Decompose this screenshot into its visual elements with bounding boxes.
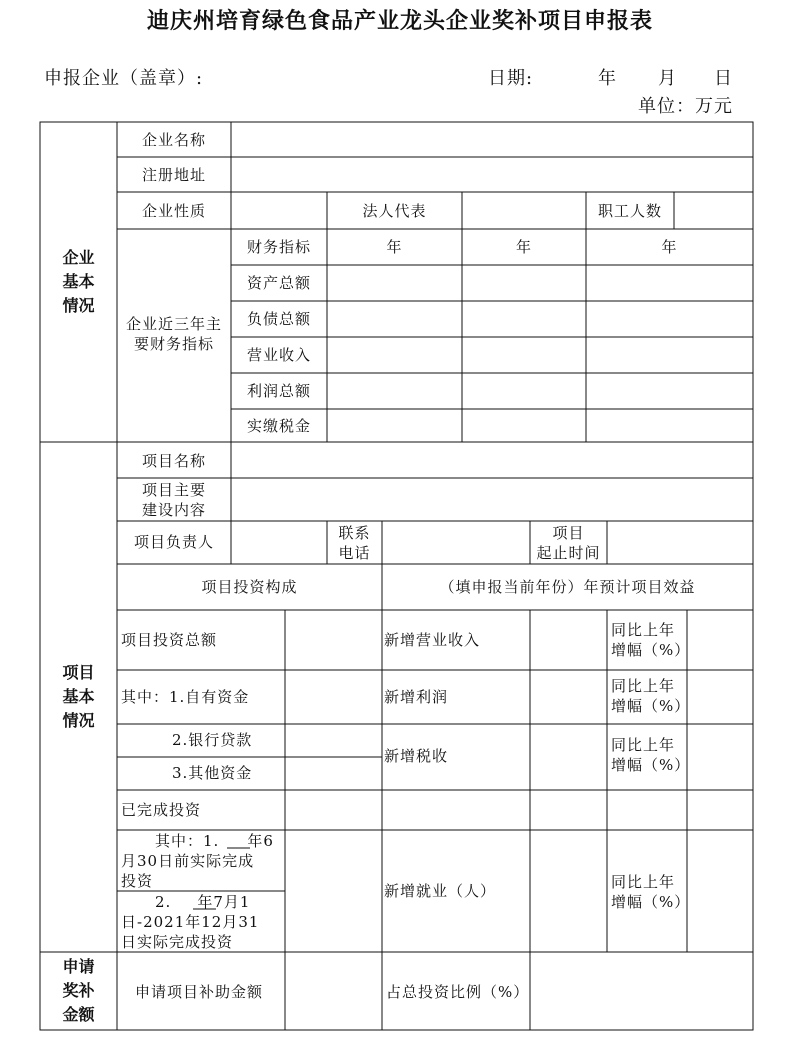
completed-part2-line: 日实际完成投资 xyxy=(121,933,234,951)
yoy-label xyxy=(611,735,690,775)
legal-rep-field[interactable] xyxy=(464,194,585,228)
project-content-line: 建设内容 xyxy=(141,501,206,519)
new-tax-label: 新增税收 xyxy=(384,747,449,765)
financial-group-label xyxy=(117,314,231,354)
period-field[interactable] xyxy=(609,523,752,563)
section-company-title xyxy=(40,246,117,318)
yoy-label-line: 同比上年 xyxy=(611,621,676,639)
new-profit-label: 新增利润 xyxy=(384,688,449,706)
yoy-label-line: 同比上年 xyxy=(611,873,676,891)
financial-group-line: 企业近三年主 xyxy=(125,315,222,333)
revenue-label: 营业收入 xyxy=(246,346,311,364)
section-title-line: 申请 xyxy=(62,957,95,976)
financial-group-line: 要财务指标 xyxy=(133,335,214,353)
date-year: 年 xyxy=(598,68,617,89)
completed-part2-prefix: 2. xyxy=(155,893,172,911)
total-profit-label: 利润总额 xyxy=(246,382,311,400)
staff-count-field[interactable] xyxy=(676,194,752,228)
yoy-label-line: 同比上年 xyxy=(611,677,676,695)
invest-ratio-label: 占总投资比例（%） xyxy=(386,983,530,1001)
yoy-label-line: 增幅（%） xyxy=(611,697,691,715)
yoy-label xyxy=(611,620,690,660)
project-content-line: 项目主要 xyxy=(141,481,206,499)
section-project-title xyxy=(40,661,117,733)
completed-part1-date: 年6 xyxy=(247,832,274,850)
form-title: 迪庆州培育绿色食品产业龙头企业奖补项目申报表 xyxy=(146,9,653,34)
invest-structure-header: 项目投资构成 xyxy=(201,578,298,596)
period-label-line: 项目 xyxy=(552,524,585,542)
phone-label-line: 联系 xyxy=(338,524,371,542)
reg-address-field[interactable] xyxy=(233,159,751,191)
company-type-field[interactable] xyxy=(233,194,326,228)
staff-count-label: 职工人数 xyxy=(597,202,662,220)
date-month: 月 xyxy=(658,68,677,89)
project-name-label: 项目名称 xyxy=(141,452,206,470)
company-name-field[interactable] xyxy=(233,124,751,156)
completed-part1-line xyxy=(121,831,274,851)
phone-label xyxy=(327,523,382,563)
phone-field[interactable] xyxy=(384,523,529,563)
date-label: 日期: xyxy=(488,68,534,89)
yoy-label-line: 增幅（%） xyxy=(611,756,691,774)
section-title-line: 情况 xyxy=(62,711,95,730)
project-content-label xyxy=(117,480,231,520)
project-content-field[interactable] xyxy=(233,480,751,520)
applicant-label: 申报企业（盖章）: xyxy=(44,68,204,89)
yoy-label-line: 增幅（%） xyxy=(611,641,691,659)
tax-paid-label: 实缴税金 xyxy=(246,417,311,435)
invest-ratio-field[interactable] xyxy=(532,954,752,1029)
section-title-line: 企业 xyxy=(62,248,95,267)
section-title-line: 奖补 xyxy=(62,981,95,1000)
completed-invest-label: 已完成投资 xyxy=(121,801,202,819)
self-funds-label: 其中：1.自有资金 xyxy=(121,688,250,706)
section-title-line: 金额 xyxy=(62,1005,95,1024)
year-2-label: 年 xyxy=(515,238,532,256)
phone-label-line: 电话 xyxy=(338,544,371,562)
completed-part2-label xyxy=(121,892,259,952)
year-1-label: 年 xyxy=(386,238,403,256)
fin-indicator-label: 财务指标 xyxy=(246,238,311,256)
section-title-line: 基本 xyxy=(62,687,95,706)
new-jobs-label: 新增就业（人） xyxy=(384,882,497,900)
yoy-label-line: 增幅（%） xyxy=(611,893,691,911)
subsidy-amount-label: 申请项目补助金额 xyxy=(135,983,264,1001)
benefit-header: （填申报当前年份）年预计项目效益 xyxy=(439,578,696,596)
section-title-line: 基本 xyxy=(62,272,95,291)
completed-part2-line: 日-2021年12月31 xyxy=(121,913,260,931)
subsidy-amount-field[interactable] xyxy=(287,954,381,1029)
legal-rep-label: 法人代表 xyxy=(362,202,427,220)
project-name-field[interactable] xyxy=(233,444,751,477)
completed-part1-label xyxy=(121,831,274,891)
reg-address-label: 注册地址 xyxy=(141,166,206,184)
manager-field[interactable] xyxy=(233,523,326,563)
period-label xyxy=(530,523,607,563)
total-assets-label: 资产总额 xyxy=(246,274,311,292)
section-title-line: 情况 xyxy=(62,296,95,315)
section-title-line: 项目 xyxy=(62,663,95,682)
company-type-label: 企业性质 xyxy=(141,202,206,220)
section-subsidy-title xyxy=(40,955,117,1027)
yoy-label xyxy=(611,872,690,912)
company-name-label: 企业名称 xyxy=(141,131,206,149)
completed-part2-date: 年7月1 xyxy=(197,893,251,911)
bank-loans-label: 2.银行贷款 xyxy=(172,731,253,749)
completed-part1-prefix: 其中：1. xyxy=(155,832,220,850)
completed-part2-line xyxy=(121,892,259,912)
new-revenue-label: 新增营业收入 xyxy=(384,631,481,649)
total-liabilities-label: 负债总额 xyxy=(246,310,311,328)
manager-label: 项目负责人 xyxy=(133,533,214,551)
unit-label: 单位：万元 xyxy=(638,96,733,117)
total-invest-label: 项目投资总额 xyxy=(121,631,218,649)
yoy-label-line: 同比上年 xyxy=(611,736,676,754)
period-label-line: 起止时间 xyxy=(536,544,601,562)
completed-part1-line: 投资 xyxy=(121,872,154,890)
completed-part1-line: 月30日前实际完成 xyxy=(121,852,255,870)
year-3-label: 年 xyxy=(661,238,678,256)
other-funds-label: 3.其他资金 xyxy=(172,764,253,782)
yoy-label xyxy=(611,676,690,716)
date-day: 日 xyxy=(714,68,733,89)
